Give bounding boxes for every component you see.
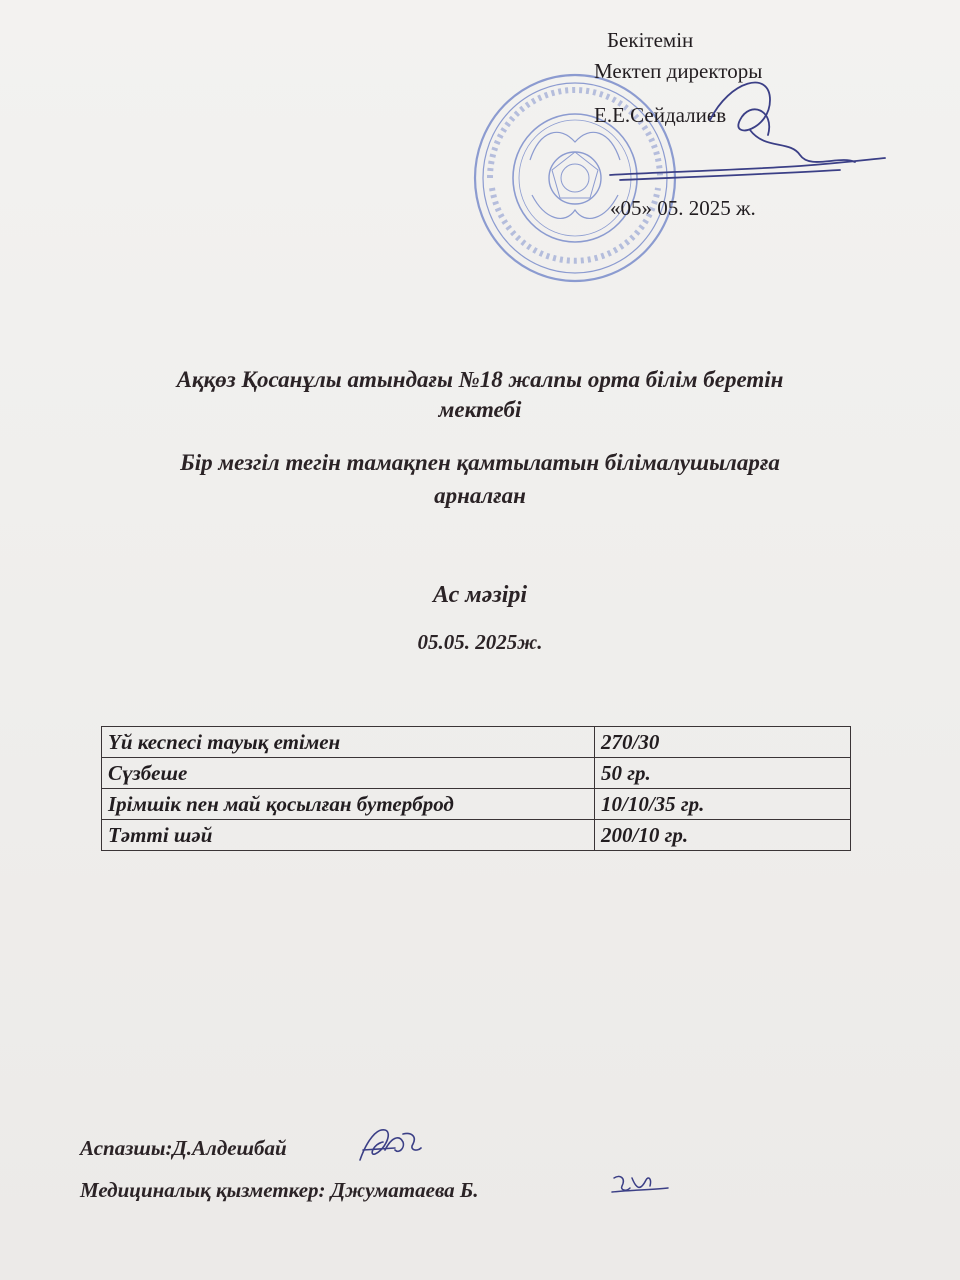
cook-signature xyxy=(355,1120,425,1168)
menu-title: Ас мәзірі xyxy=(432,582,528,608)
dish-cell: Сүзбеше xyxy=(102,758,595,789)
medic-signature-line: Медициналық қызметкер: Джуматаева Б. xyxy=(80,1178,479,1202)
subtitle-line1: Бір мезгіл тегін тамақпен қамтылатын білімалушыларға xyxy=(180,450,780,475)
portion-cell: 50 гр. xyxy=(595,758,851,789)
signatures-footer xyxy=(0,1120,960,1240)
approval-date: «05» 05. 2025 ж. xyxy=(610,196,756,220)
school-name-line1: Аққөз Қосанұлы атындағы №18 жалпы орта білім беретін xyxy=(176,367,784,392)
table-row xyxy=(102,758,851,789)
approval-position: Мектеп директоры xyxy=(594,59,763,83)
menu-date: 05.05. 2025ж. xyxy=(417,630,543,654)
school-name-line2: мектебі xyxy=(438,397,522,422)
approval-director-name: Е.Е.Сейдалиев xyxy=(594,103,727,127)
medic-signature xyxy=(610,1168,670,1208)
dish-cell: Үй кеспесі тауық етімен xyxy=(102,727,595,758)
portion-cell: 270/30 xyxy=(595,727,851,758)
menu-table xyxy=(101,726,851,851)
director-signature xyxy=(600,60,900,200)
table-row xyxy=(102,789,851,820)
dish-cell: Тәтті шәй xyxy=(102,820,595,851)
subtitle-line2: арналған xyxy=(434,483,526,508)
approval-label: Бекітемін xyxy=(607,28,694,52)
table-row xyxy=(102,727,851,758)
cook-signature-line: Аспазшы:Д.Алдешбай xyxy=(80,1136,287,1160)
portion-cell: 10/10/35 гр. xyxy=(595,789,851,820)
dish-cell: Ірімшік пен май қосылған бутерброд xyxy=(102,789,595,820)
portion-cell: 200/10 гр. xyxy=(595,820,851,851)
table-row xyxy=(102,820,851,851)
